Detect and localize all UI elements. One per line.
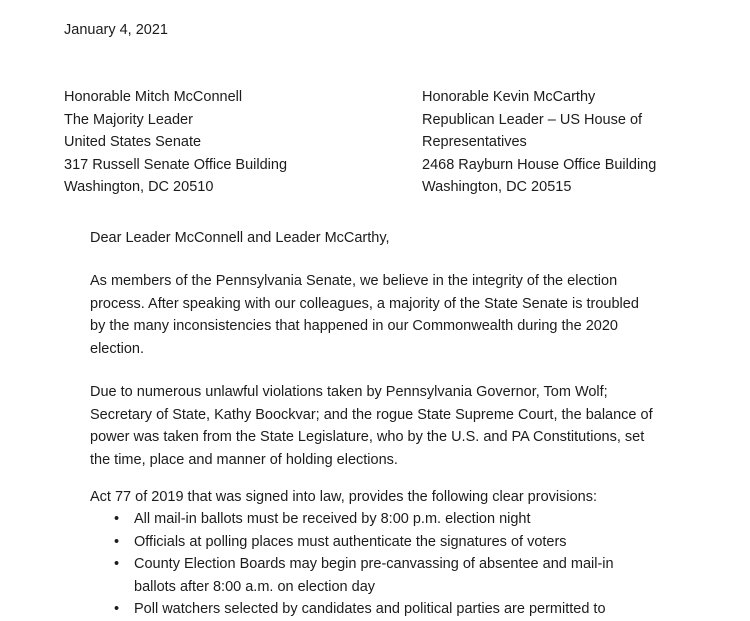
- list-item-text: Poll watchers selected by candidates and political parties are permitted to: [134, 601, 606, 617]
- paragraph-line: As members of the Pennsylvania Senate, we believe in the integrity of the election: [90, 273, 618, 289]
- paragraph-line: power was taken from the State Legislature, who by the U.S. and PA Constitutions, set: [90, 429, 645, 445]
- bullet-icon: •: [114, 556, 120, 572]
- list-item: [108, 531, 708, 554]
- salutation: Dear Leader McConnell and Leader McCarthy,: [90, 230, 390, 246]
- paragraph-line: the time, place and manner of holding elections.: [90, 451, 398, 468]
- address-line: 2468 Rayburn House Office Building: [422, 156, 657, 173]
- address-line: The Majority Leader: [64, 111, 193, 128]
- address-line: Representatives: [422, 134, 527, 150]
- address-line: Honorable Kevin McCarthy: [422, 89, 596, 105]
- address-line: 317 Russell Senate Office Building: [64, 156, 288, 173]
- paragraph-act-77: Act 77 of 2019 that was signed into law, provides the following clear provisions:: [90, 489, 597, 505]
- paragraph-line: by the many inconsistencies that happened in our Commonwealth during the 2020: [90, 318, 618, 334]
- list-item-text: All mail-in ballots must be received by 8:00 p.m. election night: [134, 511, 531, 527]
- paragraph-election-integrity: [90, 270, 720, 360]
- bullet-icon: •: [114, 533, 120, 550]
- address-line: Republican Leader – US House of: [422, 111, 643, 128]
- bullet-icon: •: [114, 601, 120, 617]
- list-item-text: Officials at polling places must authenticate the signatures of voters: [134, 533, 567, 550]
- list-item: [108, 508, 708, 531]
- recipient-address-mccarthy: [422, 86, 722, 199]
- list-item: [108, 553, 708, 598]
- list-item: [108, 598, 708, 621]
- address-line: Honorable Mitch McConnell: [64, 89, 243, 105]
- address-line: Washington, DC 20510: [64, 179, 214, 195]
- paragraph-line: election.: [90, 340, 145, 357]
- recipient-address-mcconnell: [64, 86, 364, 199]
- bullet-icon: •: [114, 511, 120, 527]
- list-item-text: County Election Boards may begin pre-canvassing of absentee and mail-in: [134, 556, 614, 572]
- address-line: United States Senate: [64, 134, 202, 150]
- paragraph-line: process. After speaking with our colleagues, a majority of the State Senate is troubled: [90, 295, 639, 312]
- paragraph-unlawful-violations: [90, 381, 720, 471]
- act-77-provisions-list: [108, 508, 708, 621]
- list-item-text: ballots after 8:00 a.m. on election day: [134, 578, 376, 595]
- paragraph-line: Due to numerous unlawful violations taken by Pennsylvania Governor, Tom Wolf;: [90, 384, 608, 400]
- paragraph-line: Secretary of State, Kathy Boockvar; and the rogue State Supreme Court, the balance of: [90, 406, 653, 423]
- address-line: Washington, DC 20515: [422, 179, 572, 195]
- letter-date: January 4, 2021: [64, 22, 168, 38]
